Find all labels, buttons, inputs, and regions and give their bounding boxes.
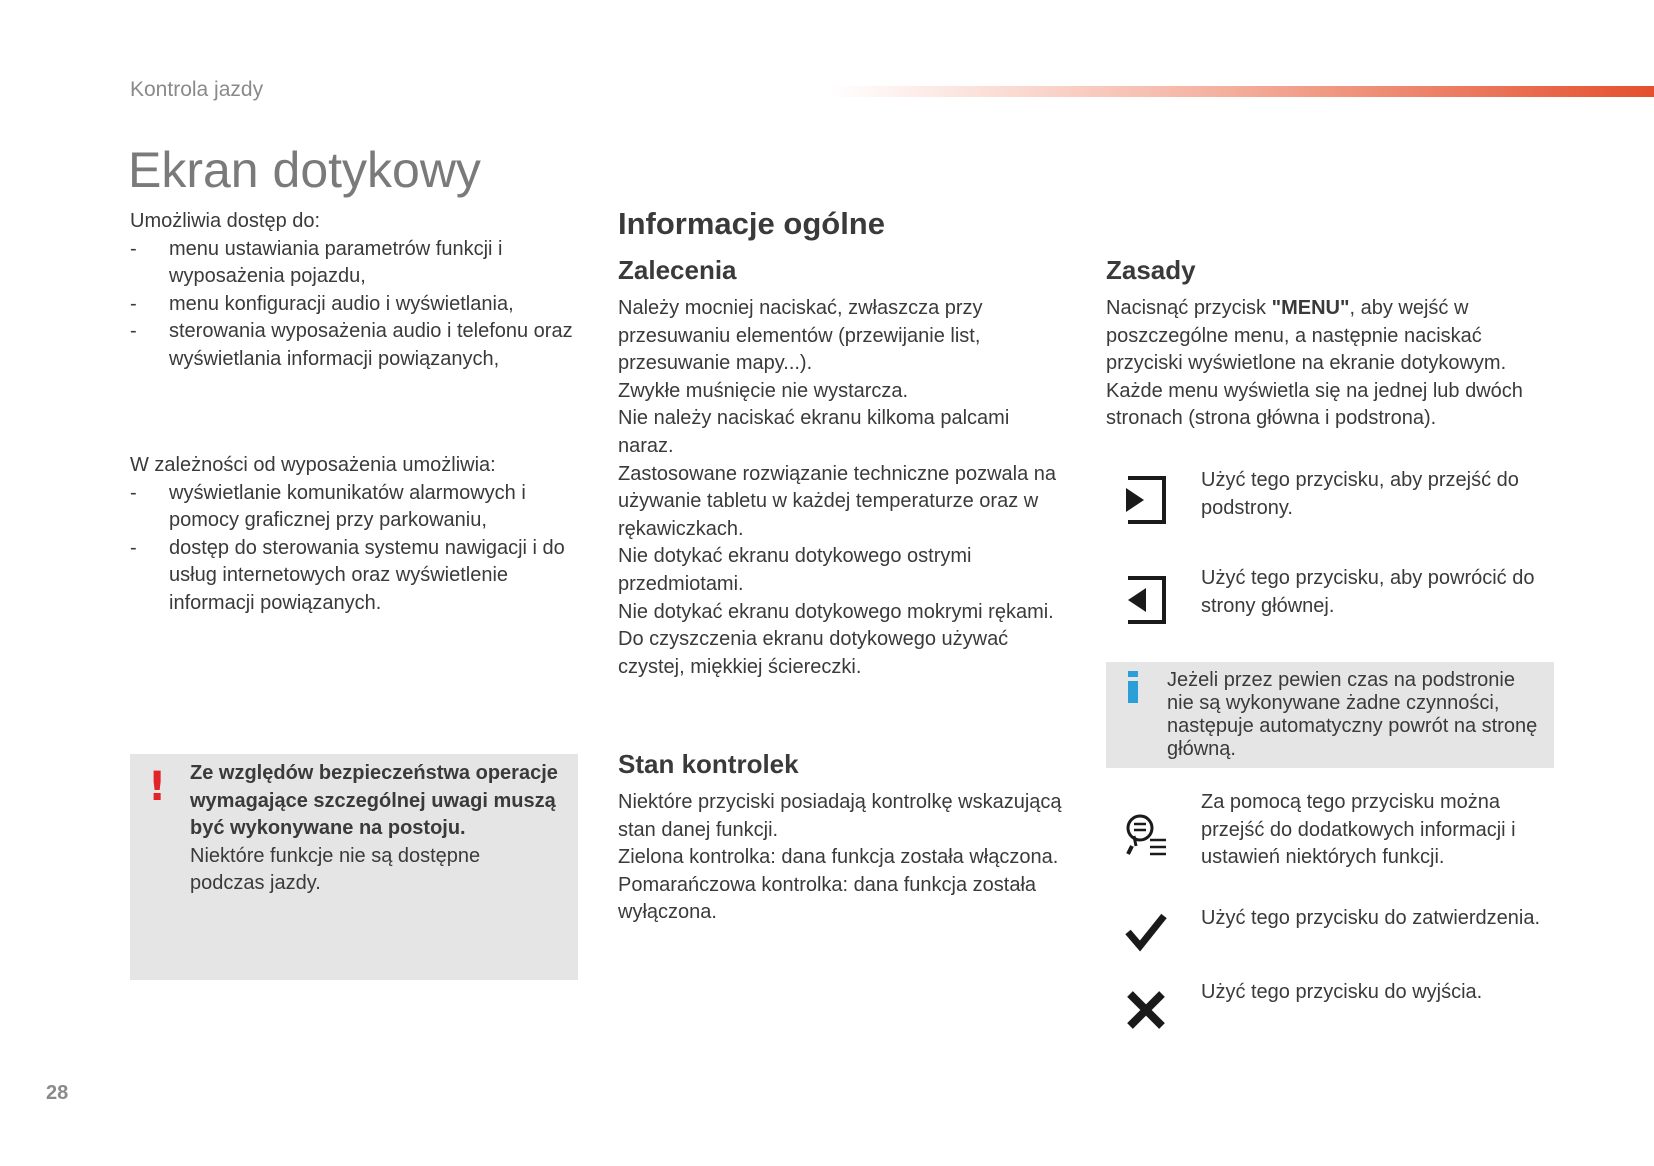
return-button-text: Użyć tego przycisku, aby powrócić do strony głównej. <box>1201 567 1535 617</box>
equipment-intro-block <box>130 452 578 618</box>
principles-before: Nacisnąć przycisk <box>1106 297 1272 319</box>
equipment-list <box>130 480 578 618</box>
indicator-text: Niektóre przyciski posiadają kontrolkę wskazującą stan danej funkcji. <box>618 791 1062 841</box>
principles-after: , aby wejść w poszczególne menu, a następnie naciskać przyciski wyświetlone na ekranie dotykowym. Każde menu wyświetla się na jednej lub dwóch stronach (strona główna i podstrona). <box>1106 297 1523 430</box>
exit-button-icon-wrap <box>1120 984 1172 1036</box>
list-item: - wyświetlanie komunikatów alarmowych i pomocy graficznej przy parkowaniu, <box>130 480 578 535</box>
access-intro: Umożliwia dostęp do: <box>130 210 321 232</box>
recommendation: Zastosowane rozwiązanie techniczne pozwala na używanie tabletu w każdej temperaturze oraz w rękawiczkach. <box>618 462 1057 540</box>
access-list <box>130 236 578 374</box>
general-info-heading: Informacje ogólne <box>618 206 885 241</box>
confirm-button-icon-wrap <box>1120 906 1172 958</box>
recommendation: Nie należy naciskać ekranu kilkoma palcami naraz. <box>618 407 1010 457</box>
list-item: - menu ustawiania parametrów funkcji i wyposażenia pojazdu, <box>130 236 578 291</box>
close-icon <box>1120 984 1172 1036</box>
list-item: - dostęp do sterowania systemu nawigacji i do usług internetowych oraz wyświetlenie informacji powiązanych. <box>130 535 578 618</box>
access-intro-block <box>130 208 578 374</box>
indicator-text: Pomarańczowa kontrolka: dana funkcja została wyłączona. <box>618 873 1037 924</box>
info-icon <box>1126 670 1140 704</box>
indicators-block <box>618 789 1068 927</box>
subpage-arrow-icon <box>1120 474 1172 526</box>
options-icon <box>1120 810 1172 862</box>
recommendation: Należy mocniej naciskać, zwłaszcza przy przesuwaniu elementów (przewijanie list, przesuwanie mapy...). <box>618 297 983 375</box>
subpage-button-icon-wrap <box>1120 474 1172 526</box>
page-number: 28 <box>46 1082 69 1104</box>
header-accent-bar <box>830 86 1654 97</box>
recommendations-heading: Zalecenia <box>618 255 737 285</box>
checkmark-icon <box>1120 906 1172 958</box>
indicators-heading: Stan kontrolek <box>618 749 799 779</box>
equipment-intro: W zależności od wyposażenia umożliwia: <box>130 454 496 476</box>
recommendation: Nie dotykać ekranu dotykowego mokrymi rękami. <box>618 600 1054 623</box>
recommendation: Do czyszczenia ekranu dotykowego używać czystej, miękkiej ściereczki. <box>618 628 1009 678</box>
menu-keyword: "MENU" <box>1271 297 1350 319</box>
warning-bold-text: Ze względów bezpieczeństwa operacje wymagające szczególnej uwagi muszą być wykonywane na postoju. <box>190 762 558 840</box>
recommendation: Nie dotykać ekranu dotykowego ostrymi przedmiotami. <box>618 545 972 595</box>
warning-box <box>130 754 578 980</box>
options-button-text: Za pomocą tego przycisku można przejść do dodatkowych informacji i ustawień niektórych funkcji. <box>1201 791 1516 869</box>
list-item: - sterowania wyposażenia audio i telefonu oraz wyświetlania informacji powiązanych, <box>130 318 578 373</box>
page-title: Ekran dotykowy <box>128 142 481 198</box>
exclamation-icon: ! <box>148 764 167 810</box>
return-arrow-icon <box>1120 574 1172 626</box>
exit-button-text: Użyć tego przycisku do wyjścia. <box>1201 981 1483 1003</box>
options-button-icon-wrap <box>1120 810 1172 862</box>
info-text: Jeżeli przez pewien czas na podstronie nie są wykonywane żadne czynności, następuje automatyczny powrót na stronę główną. <box>1167 669 1538 760</box>
principles-text <box>1106 295 1561 433</box>
list-item: - menu konfiguracji audio i wyświetlania, <box>130 291 578 319</box>
principles-heading: Zasady <box>1106 255 1196 285</box>
recommendations-block <box>618 295 1068 681</box>
return-button-icon-wrap <box>1120 574 1172 626</box>
section-header: Kontrola jazdy <box>130 78 264 101</box>
recommendation: Zwykłe muśnięcie nie wystarcza. <box>618 379 909 402</box>
info-box <box>1106 662 1554 768</box>
indicator-text: Zielona kontrolka: dana funkcja została włączona. <box>618 846 1059 869</box>
subpage-button-text: Użyć tego przycisku, aby przejść do podstrony. <box>1201 469 1519 519</box>
confirm-button-text: Użyć tego przycisku do zatwierdzenia. <box>1201 907 1541 929</box>
warning-text <box>190 760 560 898</box>
warning-regular-text: Niektóre funkcje nie są dostępne podczas jazdy. <box>190 844 481 895</box>
